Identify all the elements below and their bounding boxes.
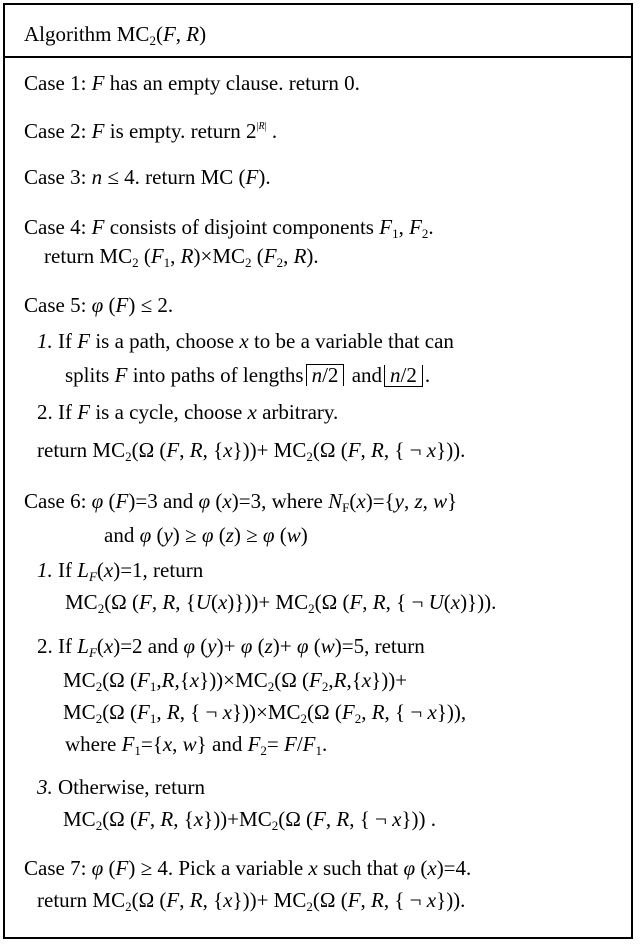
case-5-item-2: 2. If F is a cycle, choose x arbitrary. [37, 400, 339, 424]
case-6-item-3b: $MC_2(\Omega$ (F, R, $\{x\}))+MC_2(\Omega$ (F, R, { ¬ x})) . [63, 807, 437, 833]
case-6-item-2a: 2. If $L_F(x)=2$ and φ (y)+ φ (z)+ φ (w)=5, return [37, 634, 425, 660]
case-6-line-2: and φ (y) ≥ φ (z) ≥ φ (w) [104, 523, 308, 547]
algorithm-title: Algorithm $MC_2(F$, R) [24, 22, 207, 48]
case-5-line-1: Case 5: φ (F) ≤ 2. [24, 293, 174, 317]
case-5-return: return $MC_2(\Omega$ (F, R, $\{x\}))+ MC_2(\Omega$ (F, R, { ¬ x})). [37, 438, 466, 464]
case-4-line-2: return $MC_2$ ($F_1$, $R)\times MC_2$ ($F_2$, R). [44, 244, 319, 270]
case-3: Case 3: n ≤ 4. return MC (F). [24, 165, 271, 189]
case-4-line-1: Case 4: F consists of disjoint components $F_1$, $F_2$. [24, 215, 434, 241]
case-6-item-1a: 1. If $L_F(x)=1$, return [37, 558, 204, 584]
case-7-return: return $MC_2(\Omega$ (F, R, $\{x\}))+ MC_2(\Omega$ (F, R, { ¬ x})). [37, 888, 466, 914]
case-6-item-3a: 3. Otherwise, return [37, 775, 205, 799]
case-6-line-1: Case 6: φ (F)=3 and φ (x)=3, where $N_F(x)=\{y$, z, w} [24, 489, 458, 515]
case-6-item-2b: $MC_2(\Omega$ $(F_1,R,\{x\}))\times MC_2(\Omega$ $(F_2,R,\{x\}))+$ [63, 668, 408, 694]
case-6-item-2c: $MC_2(\Omega$ ($F_1$, R, { ¬ $x\}))\times MC_2(\Omega$ ($F_2$, R, { ¬ x})), [63, 700, 467, 726]
case-7-line-1: Case 7: φ (F) ≥ 4. Pick a variable x such that φ (x)=4. [24, 856, 472, 880]
algorithm-box [3, 3, 633, 939]
case-2: Case 2: F is empty. return $2^{|R|}$ . [24, 119, 278, 143]
case-5-item-1b: splits F into paths of lengths n/2 and n/2 . [65, 363, 431, 387]
case-6-item-2d: where $F_1=\{x$, w} and $F_2= F/F_1$. [65, 732, 328, 758]
title-divider [5, 56, 631, 58]
case-5-item-1a: 1. If F is a path, choose x to be a variable that can [37, 329, 454, 353]
case-1: Case 1: F has an empty clause. return 0. [24, 71, 360, 95]
case-6-item-1b: $MC_2(\Omega$ (F, R, $\{U(x)\}))+ MC_2(\Omega$ (F, R, { ¬ U(x)})). [65, 590, 497, 616]
